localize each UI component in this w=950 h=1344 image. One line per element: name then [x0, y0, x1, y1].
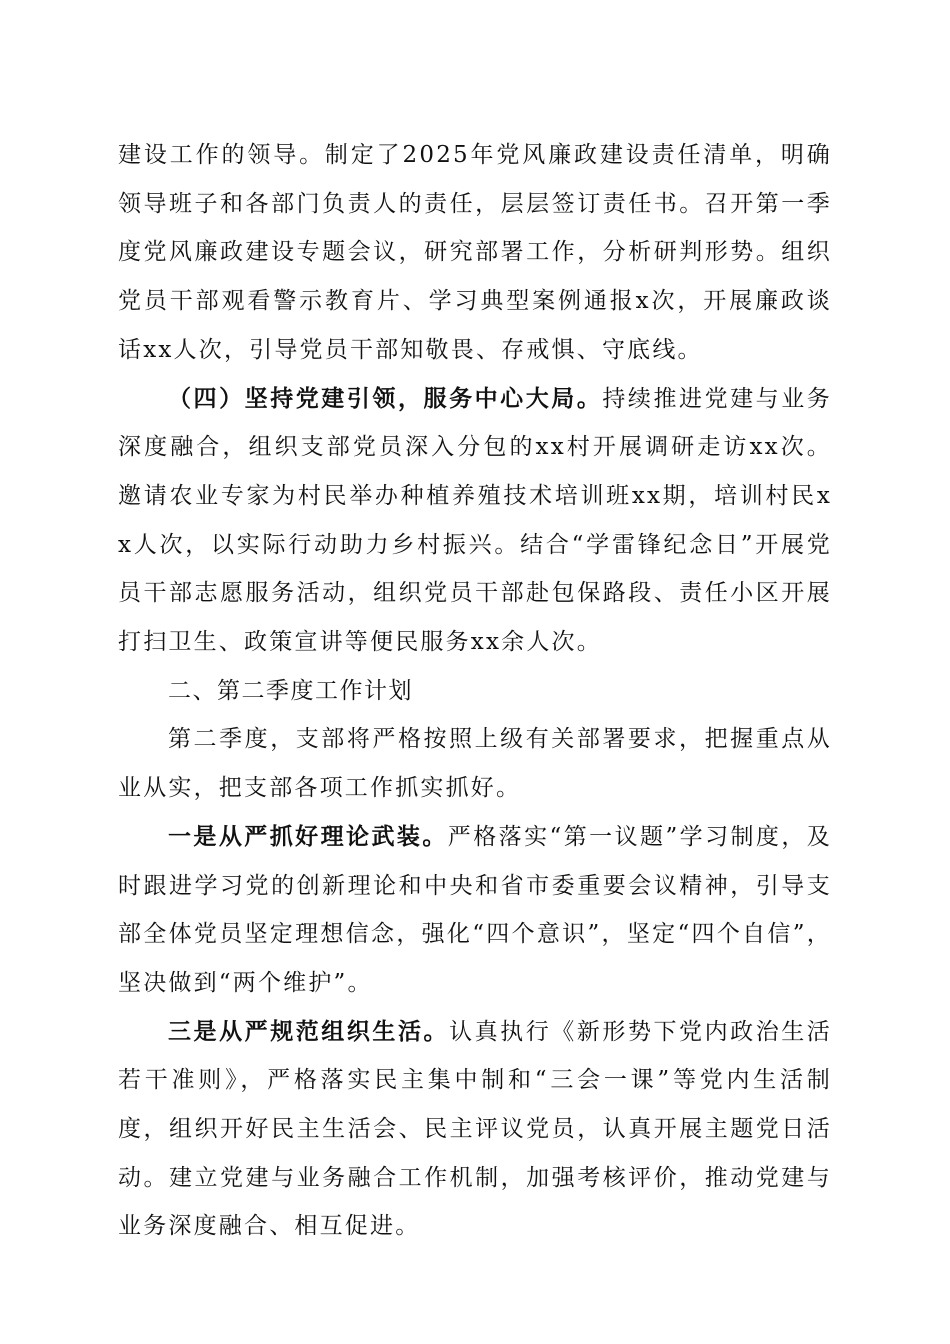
paragraph-continuation: 建设工作的领导。制定了2025年党风廉政建设责任清单，明确领导班子和各部门负责人的责任，层层签订责任书。召开第一季度党风廉政建设专题会议，研究部署工作，分析研判形势。组织党员干部观看警示教育片、学习典型案例通报x次，开展廉政谈话xx人次，引导党员干部知敬畏、存戒惧、守底线。 — [118, 142, 832, 363]
plan-item-one — [118, 813, 832, 1008]
plan-item-one-body: 严格落实“第一议题”学习制度，及时跟进学习党的创新理论和中央和省市委重要会议精神，引导支部全体党员坚定理想信念，强化“四个意识”，坚定“四个自信”，坚决做到“两个维护”。 — [118, 823, 833, 996]
plan-item-three-body: 认真执行《新形势下党内政治生活若干准则》，严格落实民主集中制和“三会一课”等党内生活制度，组织开好民主生活会、民主评议党员，认真开展主题党日活动。建立党建与业务融合工作机制，加强考核评价，推动党建与业务深度融合、相互促进。 — [118, 1018, 833, 1240]
plan-item-three — [118, 1008, 832, 1252]
plan-item-one-lead: 一是从严抓好理论武装。 — [168, 822, 448, 850]
plan-item-three-lead: 三是从严规范组织生活。 — [168, 1017, 450, 1045]
section-four-lead: （四）坚持党建引领，服务中心大局。 — [168, 384, 603, 412]
document-body — [118, 131, 832, 1251]
section-four-body: 持续推进党建与业务深度融合，组织支部党员深入分包的xx村开展调研走访xx次。邀请农业专家为村民举办种植养殖技术培训班xx期，培训村民xx人次，以实际行动助力乡村振兴。结合“学雷锋纪念日”开展党员干部志愿服务活动，组织党员干部赴包保路段、责任小区开展打扫卫生、政策宣讲等便民服务xx余人次。 — [118, 385, 832, 656]
paragraph-section-four — [118, 375, 832, 667]
section-two-intro: 第二季度，支部将严格按照上级有关部署要求，把握重点从业从实，把支部各项工作抓实抓好。 — [118, 726, 832, 802]
section-two-heading: 二、第二季度工作计划 — [168, 677, 413, 704]
